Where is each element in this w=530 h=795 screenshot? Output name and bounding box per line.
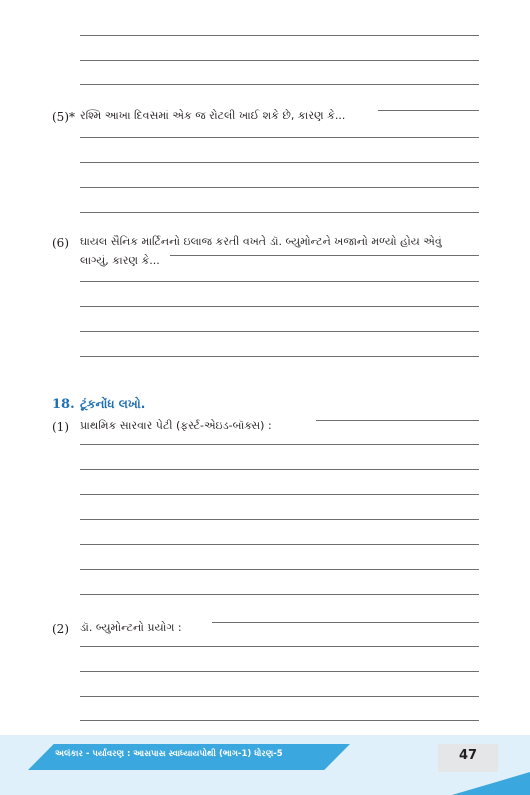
answer-line	[80, 356, 479, 357]
question-text-6-line1: ઘાયલ સૈનિક માર્ટિનનો ઇલાજ કરતી વખતે ડૉ. બ્યુમોન્ટને ખજાનો મળ્યો હોય એવું	[80, 235, 442, 248]
answer-line	[80, 720, 479, 721]
footer-book-title: અલંકાર - પર્યાવરણ : આસપાસ સ્વાધ્યાયપોથી (ભાગ-1) ધોરણ-5	[55, 749, 283, 759]
answer-line	[80, 594, 479, 595]
item-number-1: (1)	[52, 420, 69, 434]
answer-line	[80, 281, 479, 282]
answer-line	[80, 35, 479, 36]
answer-line	[80, 137, 479, 138]
answer-line	[170, 255, 479, 256]
answer-line	[80, 331, 479, 332]
section-title: ટૂંકનોંધ લખો.	[80, 397, 146, 411]
answer-line	[80, 646, 479, 647]
answer-line	[80, 84, 479, 85]
answer-line	[80, 671, 479, 672]
answer-line	[212, 622, 479, 623]
answer-line	[80, 544, 479, 545]
answer-line	[80, 494, 479, 495]
question-number-5: (5)*	[52, 110, 75, 124]
question-number-6: (6)	[52, 236, 69, 250]
page-number: 47	[458, 748, 478, 763]
item-number-2: (2)	[52, 622, 69, 636]
answer-line	[378, 110, 479, 111]
answer-line	[80, 469, 479, 470]
answer-line	[80, 187, 479, 188]
question-text-6-line2: લાગ્યું, કારણ કે...	[80, 254, 160, 267]
answer-line	[80, 60, 479, 61]
answer-line	[80, 444, 479, 445]
answer-line	[80, 212, 479, 213]
answer-line	[316, 420, 479, 421]
question-text-5: રશ્મિ આખા દિવસમાં એક જ રોટલી ખાઈ શકે છે, કારણ કે...	[80, 109, 346, 122]
answer-line	[80, 696, 479, 697]
answer-line	[80, 162, 479, 163]
answer-line	[80, 306, 479, 307]
item-text-2: ડૉ. બ્યુમોન્ટનો પ્રયોગ :	[80, 621, 182, 634]
item-text-1: પ્રાથમિક સારવાર પેટી (ફર્સ્ટ-એઇડ-બૉક્સ) :	[80, 419, 272, 432]
section-number: 18.	[52, 397, 75, 412]
answer-line	[80, 569, 479, 570]
answer-line	[80, 519, 479, 520]
